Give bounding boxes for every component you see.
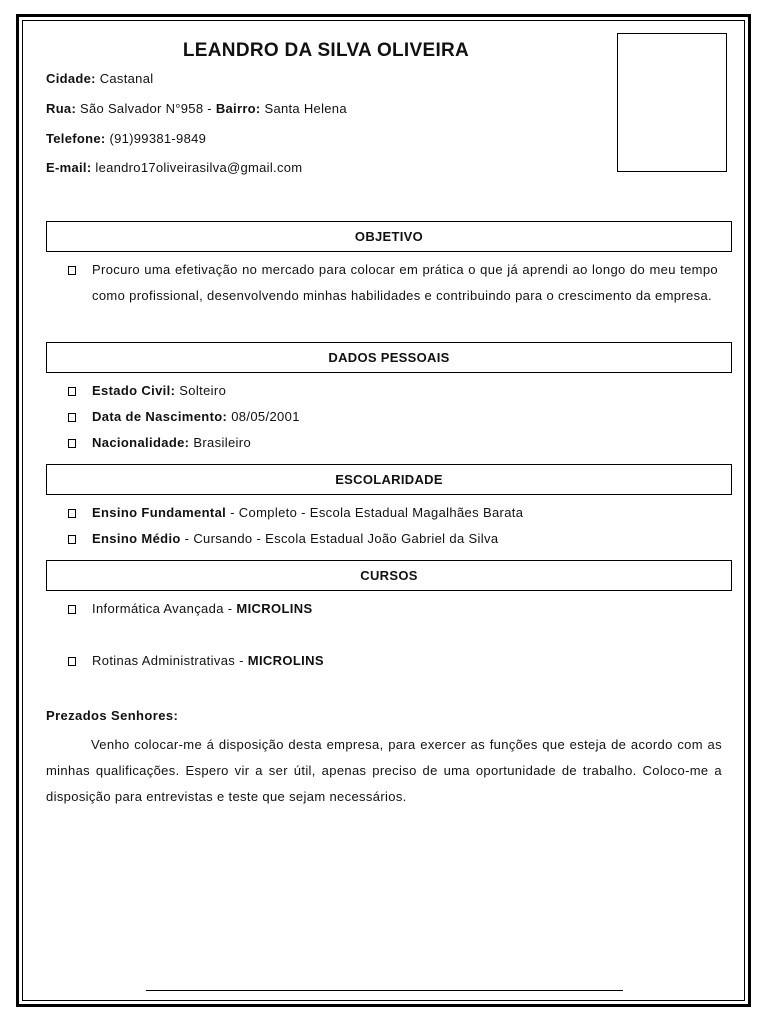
signature-line	[146, 990, 623, 991]
item-value: 08/05/2001	[231, 409, 300, 424]
contact-phone	[46, 131, 206, 146]
contact-email	[46, 160, 302, 175]
photo-placeholder	[617, 33, 727, 172]
item-value: Brasileiro	[193, 435, 252, 450]
item-label: Estado Civil:	[92, 383, 176, 398]
contact-address	[46, 101, 347, 116]
bullet-icon	[68, 657, 76, 666]
course-item-rotinas	[92, 653, 324, 668]
resume-name: LEANDRO DA SILVA OLIVEIRA	[182, 40, 470, 61]
course-item-informatica	[92, 601, 313, 616]
contact-city	[46, 71, 153, 86]
item-label: Ensino Médio	[92, 531, 181, 546]
personal-item-marital	[92, 383, 226, 398]
bullet-icon	[68, 509, 76, 518]
item-value: - Completo - Escola Estadual Magalhães Barata	[230, 505, 524, 520]
district-label: Bairro:	[215, 101, 261, 116]
section-objective-header: OBJETIVO	[46, 221, 732, 252]
bullet-icon	[68, 439, 76, 448]
education-item-medio	[92, 531, 498, 546]
city-value: Castanal	[99, 71, 154, 86]
bullet-icon	[68, 387, 76, 396]
item-value: Solteiro	[179, 383, 227, 398]
personal-item-birthdate	[92, 409, 300, 424]
section-courses-header: CURSOS	[46, 560, 732, 591]
bullet-icon	[68, 605, 76, 614]
objective-text: Procuro uma efetivação no mercado para colocar em prática o que já aprendi ao longo do meu tempo como profissional, desenvolvendo minhas habilidades e contribuindo para o crescimento da empresa.	[92, 262, 718, 303]
street-label: Rua:	[46, 101, 77, 116]
section-education-header: ESCOLARIDADE	[46, 464, 732, 495]
street-value: São Salvador N°958 -	[80, 101, 212, 116]
phone-label: Telefone:	[46, 131, 106, 146]
item-label: Data de Nascimento:	[92, 409, 228, 424]
section-personal-header: DADOS PESSOAIS	[46, 342, 732, 373]
course-name: Rotinas Administrativas -	[92, 653, 244, 668]
personal-item-nationality	[92, 435, 251, 450]
education-item-fundamental	[92, 505, 523, 520]
letter-greeting: Prezados Senhores:	[46, 708, 179, 723]
email-label: E-mail:	[46, 160, 92, 175]
phone-value: (91)99381-9849	[109, 131, 207, 146]
course-school: MICROLINS	[247, 653, 324, 668]
item-value: - Cursando - Escola Estadual João Gabriel da Silva	[184, 531, 499, 546]
email-value: leandro17oliveirasilva@gmail.com	[95, 160, 303, 175]
city-label: Cidade:	[46, 71, 96, 86]
item-label: Nacionalidade:	[92, 435, 190, 450]
letter-body: Venho colocar-me á disposição desta empresa, para exercer as funções que esteja de acordo com as minhas qualificações. Espero vir a ser útil, apenas preciso de uma oportunidade de trabalho. Coloco-me a disposição para entrevistas e teste que sejam necessários.	[46, 737, 722, 804]
course-school: MICROLINS	[236, 601, 313, 616]
bullet-icon	[68, 413, 76, 422]
bullet-icon	[68, 266, 76, 275]
item-label: Ensino Fundamental	[92, 505, 227, 520]
district-value: Santa Helena	[264, 101, 347, 116]
course-name: Informática Avançada -	[92, 601, 233, 616]
bullet-icon	[68, 535, 76, 544]
